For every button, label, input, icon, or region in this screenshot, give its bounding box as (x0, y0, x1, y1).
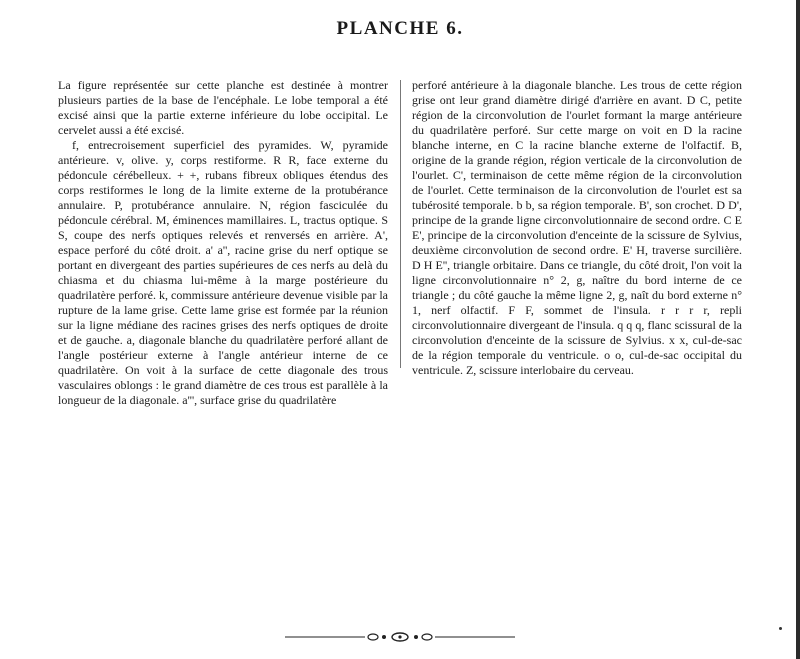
page-edge (796, 0, 800, 659)
ink-speck (779, 627, 782, 630)
legend-paragraph-right: perforé antérieure à la diagonale blanche. Les trous de cette région grise ont leur grand diamètre dirigé d'arrière en avant. D C, petite région de la circonvolution de l'ourlet formant la marge antérieure du quadrilatère perforé. Sur cette marge on voit en D la racine blanche interne, en C la racine blanche externe de l'olfactif. B, origine de la grande région, région verticale de la circonvolution de l'ourlet. C', terminaison de cette même région de la circonvolution de l'ourlet. Cette terminaison de la circonvolution de l'ourlet est sa tubérosité temporale. b b, sa région temporale. B', son crochet. D D', principe de la grande ligne circonvolutionnaire de second ordre. C E E', principe de la circonvolution d'enceinte de la scissure de Sylvius, deuxième circonvolution de second ordre. E' H, traverse surcilière. D H E'', triangle orbitaire. Dans ce triangle, du côté droit, l'on voit la ligne circonvolutionnaire n° 2, g, naître du bord interne de ce triangle ; du côté gauche la même ligne 2, g, naît du bord externe n° 1, nerf olfactif. F F, sommet de l'insula. r r r r, repli circonvolutionnaire divergeant de l'insula. q q q, flanc scissural de la circonvolution d'enceinte de la scissure de Sylvius. x x, cul-de-sac de la région temporale du ventricule. o o, cul-de-sac occipital du ventricule. Z, scissure interlobaire du cerveau. (412, 78, 742, 377)
decorative-vignette-icon (0, 630, 800, 649)
left-column (58, 78, 388, 408)
right-column (412, 78, 742, 378)
legend-paragraph-left: f, entrecroisement superficiel des pyramides. W, pyramide antérieure. v, olive. y, corps restiforme. R R, face externe du pédoncule cérébelleux. + +, rubans fibreux obliques étendus des corps restiformes le long de la limite externe de la protubérance annulaire. P, protubérance annulaire. N, région fasciculée du pédoncule cérébral. M, éminences mamillaires. L, tractus optique. S S, coupe des nerfs optiques relevés et renversés en arrière. A', espace perforé du côté droit. a' a'', racine grise du nerf optique se portant en divergeant des parties supérieures de ces nerfs au delà du chiasma et du chiasma lui-même à la marge postérieure du quadrilatère perforé. k, commissure antérieure devenue visible par la rupture de la lame grise. Cette lame grise est formée par la réunion sur la ligne médiane des racines grises des nerfs optiques de droite et de gauche. a, diagonale blanche du quadrilatère perforé allant de l'angle postérieur externe à l'angle antérieur interne de ce quadrilatère. On voit à la surface de cette diagonale des trous vasculaires oblongs : le grand diamètre de ces trous est parallèle à la longueur de la diagonale. a''', surface grise du quadrilatère (58, 138, 388, 407)
page-title: PLANCHE 6. (336, 18, 464, 39)
intro-paragraph: La figure représentée sur cette planche est destinée à montrer plusieurs parties de la base de l'encéphale. Le lobe temporal a été excisé ainsi que la partie externe inférieure du lobe occipital. Le cervelet aussi a été excisé. (58, 78, 388, 137)
column-divider (400, 80, 401, 368)
